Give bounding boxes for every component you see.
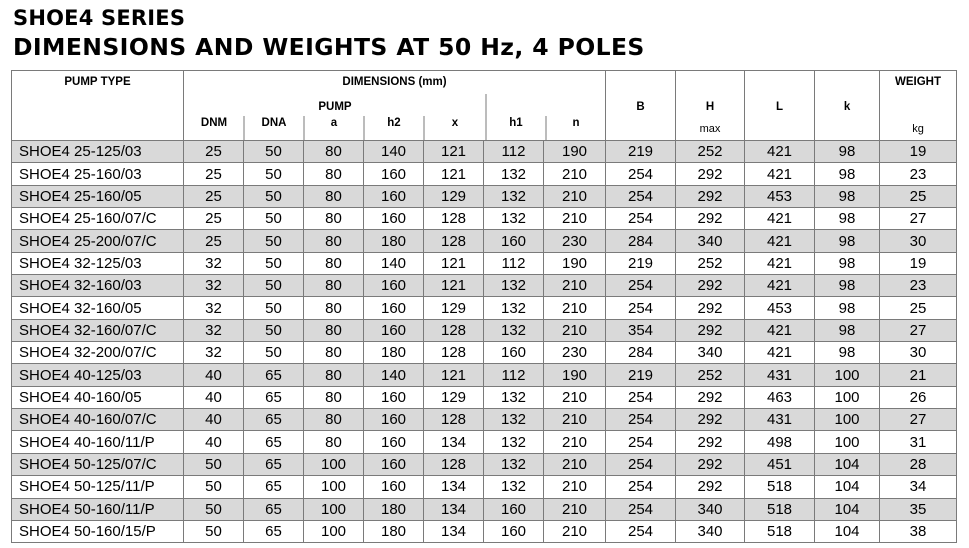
value-cell: 98 — [815, 342, 880, 364]
value-cell: 340 — [676, 520, 745, 542]
pump-type-cell: SHOE4 50-160/11/P — [12, 498, 184, 520]
value-cell: 421 — [745, 319, 815, 341]
table-row — [12, 498, 957, 520]
value-cell: 210 — [544, 453, 606, 475]
value-cell: 254 — [606, 520, 676, 542]
table-row — [12, 342, 957, 364]
value-cell: 132 — [484, 431, 544, 453]
value-cell: 292 — [676, 297, 745, 319]
value-cell: 26 — [880, 386, 957, 408]
value-cell: 80 — [304, 230, 364, 252]
value-cell: 254 — [606, 275, 676, 297]
value-cell: 498 — [745, 431, 815, 453]
value-cell: 160 — [364, 453, 424, 475]
dimensions-header: DIMENSIONS (mm) PUMP DNM DNA a h2 x h1 n — [184, 71, 606, 141]
value-cell: 50 — [184, 498, 244, 520]
value-cell: 32 — [184, 319, 244, 341]
value-cell: 254 — [606, 431, 676, 453]
pump-type-cell: SHOE4 40-125/03 — [12, 364, 184, 386]
value-cell: 65 — [244, 364, 304, 386]
value-cell: 23 — [880, 163, 957, 185]
value-cell: 50 — [244, 252, 304, 274]
value-cell: 140 — [364, 364, 424, 386]
value-cell: 100 — [815, 386, 880, 408]
value-cell: 421 — [745, 208, 815, 230]
value-cell: 80 — [304, 185, 364, 207]
value-cell: 50 — [244, 275, 304, 297]
value-cell: 140 — [364, 141, 424, 163]
weight-header: WEIGHT kg — [880, 71, 957, 141]
value-cell: 210 — [544, 319, 606, 341]
b-header: B — [606, 71, 676, 141]
value-cell: 451 — [745, 453, 815, 475]
value-cell: 254 — [606, 409, 676, 431]
value-cell: 32 — [184, 252, 244, 274]
value-cell: 65 — [244, 476, 304, 498]
pump-type-cell: SHOE4 50-160/15/P — [12, 520, 184, 542]
value-cell: 65 — [244, 453, 304, 475]
value-cell: 190 — [544, 141, 606, 163]
pump-type-cell: SHOE4 32-200/07/C — [12, 342, 184, 364]
table-row — [12, 409, 957, 431]
value-cell: 254 — [606, 476, 676, 498]
value-cell: 50 — [244, 141, 304, 163]
l-header: L — [745, 71, 815, 141]
table-row — [12, 275, 957, 297]
value-cell: 160 — [484, 230, 544, 252]
value-cell: 40 — [184, 409, 244, 431]
value-cell: 518 — [745, 476, 815, 498]
value-cell: 421 — [745, 275, 815, 297]
value-cell: 128 — [424, 319, 484, 341]
value-cell: 98 — [815, 319, 880, 341]
value-cell: 132 — [484, 275, 544, 297]
value-cell: 98 — [815, 208, 880, 230]
value-cell: 100 — [815, 364, 880, 386]
value-cell: 292 — [676, 453, 745, 475]
pump-type-cell: SHOE4 32-160/07/C — [12, 319, 184, 341]
value-cell: 210 — [544, 409, 606, 431]
value-cell: 219 — [606, 364, 676, 386]
pump-subheader: PUMP — [318, 101, 352, 113]
value-cell: 219 — [606, 252, 676, 274]
value-cell: 254 — [606, 208, 676, 230]
value-cell: 25 — [184, 185, 244, 207]
value-cell: 210 — [544, 476, 606, 498]
pump-type-cell: SHOE4 32-160/03 — [12, 275, 184, 297]
value-cell: 128 — [424, 453, 484, 475]
pump-type-cell: SHOE4 32-160/05 — [12, 297, 184, 319]
value-cell: 27 — [880, 208, 957, 230]
value-cell: 431 — [745, 409, 815, 431]
value-cell: 210 — [544, 275, 606, 297]
value-cell: 98 — [815, 230, 880, 252]
table-body — [12, 141, 957, 543]
dimensions-table — [11, 70, 957, 543]
value-cell: 132 — [484, 409, 544, 431]
value-cell: 160 — [364, 319, 424, 341]
value-cell: 50 — [244, 342, 304, 364]
value-cell: 80 — [304, 163, 364, 185]
value-cell: 35 — [880, 498, 957, 520]
pump-type-cell: SHOE4 25-125/03 — [12, 141, 184, 163]
value-cell: 40 — [184, 431, 244, 453]
value-cell: 284 — [606, 230, 676, 252]
value-cell: 128 — [424, 208, 484, 230]
value-cell: 134 — [424, 498, 484, 520]
value-cell: 292 — [676, 409, 745, 431]
table-row — [12, 208, 957, 230]
value-cell: 80 — [304, 342, 364, 364]
value-cell: 132 — [484, 453, 544, 475]
value-cell: 254 — [606, 185, 676, 207]
value-cell: 421 — [745, 342, 815, 364]
value-cell: 252 — [676, 141, 745, 163]
value-cell: 292 — [676, 476, 745, 498]
table-row — [12, 453, 957, 475]
value-cell: 132 — [484, 476, 544, 498]
value-cell: 50 — [184, 453, 244, 475]
value-cell: 210 — [544, 163, 606, 185]
pump-type-cell: SHOE4 25-160/03 — [12, 163, 184, 185]
value-cell: 40 — [184, 386, 244, 408]
value-cell: 50 — [244, 230, 304, 252]
value-cell: 65 — [244, 520, 304, 542]
value-cell: 25 — [184, 163, 244, 185]
value-cell: 431 — [745, 364, 815, 386]
value-cell: 27 — [880, 409, 957, 431]
value-cell: 340 — [676, 230, 745, 252]
pump-type-cell: SHOE4 50-125/07/C — [12, 453, 184, 475]
value-cell: 19 — [880, 141, 957, 163]
value-cell: 254 — [606, 163, 676, 185]
value-cell: 25 — [880, 297, 957, 319]
value-cell: 421 — [745, 230, 815, 252]
value-cell: 254 — [606, 297, 676, 319]
pump-type-header: PUMP TYPE — [12, 71, 184, 141]
value-cell: 32 — [184, 275, 244, 297]
value-cell: 129 — [424, 386, 484, 408]
value-cell: 128 — [424, 342, 484, 364]
value-cell: 292 — [676, 185, 745, 207]
pump-type-cell: SHOE4 40-160/11/P — [12, 431, 184, 453]
value-cell: 65 — [244, 431, 304, 453]
value-cell: 230 — [544, 342, 606, 364]
table-row — [12, 141, 957, 163]
table-row — [12, 364, 957, 386]
table-row — [12, 386, 957, 408]
value-cell: 21 — [880, 364, 957, 386]
value-cell: 121 — [424, 364, 484, 386]
value-cell: 28 — [880, 453, 957, 475]
value-cell: 121 — [424, 252, 484, 274]
value-cell: 31 — [880, 431, 957, 453]
value-cell: 30 — [880, 230, 957, 252]
value-cell: 50 — [244, 185, 304, 207]
pump-type-cell: SHOE4 50-125/11/P — [12, 476, 184, 498]
value-cell: 98 — [815, 163, 880, 185]
value-cell: 25 — [880, 185, 957, 207]
value-cell: 254 — [606, 498, 676, 520]
value-cell: 100 — [304, 520, 364, 542]
value-cell: 104 — [815, 453, 880, 475]
value-cell: 25 — [184, 141, 244, 163]
value-cell: 421 — [745, 141, 815, 163]
value-cell: 230 — [544, 230, 606, 252]
value-cell: 80 — [304, 364, 364, 386]
pump-type-cell: SHOE4 25-160/05 — [12, 185, 184, 207]
value-cell: 121 — [424, 275, 484, 297]
value-cell: 160 — [364, 185, 424, 207]
table-title: DIMENSIONS AND WEIGHTS AT 50 Hz, 4 POLES — [13, 33, 645, 61]
value-cell: 132 — [484, 386, 544, 408]
table-row — [12, 230, 957, 252]
value-cell: 134 — [424, 431, 484, 453]
table-row — [12, 520, 957, 542]
value-cell: 340 — [676, 498, 745, 520]
value-cell: 160 — [364, 208, 424, 230]
table-row — [12, 163, 957, 185]
value-cell: 292 — [676, 275, 745, 297]
value-cell: 210 — [544, 386, 606, 408]
pump-type-cell: SHOE4 25-160/07/C — [12, 208, 184, 230]
value-cell: 180 — [364, 520, 424, 542]
pump-type-cell: SHOE4 25-200/07/C — [12, 230, 184, 252]
value-cell: 160 — [364, 275, 424, 297]
pump-type-cell: SHOE4 40-160/05 — [12, 386, 184, 408]
value-cell: 34 — [880, 476, 957, 498]
value-cell: 25 — [184, 208, 244, 230]
value-cell: 80 — [304, 409, 364, 431]
value-cell: 132 — [484, 163, 544, 185]
value-cell: 210 — [544, 297, 606, 319]
value-cell: 354 — [606, 319, 676, 341]
value-cell: 140 — [364, 252, 424, 274]
value-cell: 292 — [676, 386, 745, 408]
value-cell: 284 — [606, 342, 676, 364]
value-cell: 254 — [606, 453, 676, 475]
value-cell: 65 — [244, 498, 304, 520]
value-cell: 160 — [364, 386, 424, 408]
value-cell: 453 — [745, 297, 815, 319]
value-cell: 112 — [484, 141, 544, 163]
value-cell: 38 — [880, 520, 957, 542]
value-cell: 80 — [304, 252, 364, 274]
value-cell: 65 — [244, 386, 304, 408]
value-cell: 180 — [364, 498, 424, 520]
value-cell: 25 — [184, 230, 244, 252]
value-cell: 23 — [880, 275, 957, 297]
k-header: k — [815, 71, 880, 141]
value-cell: 80 — [304, 319, 364, 341]
value-cell: 160 — [484, 520, 544, 542]
value-cell: 80 — [304, 208, 364, 230]
value-cell: 292 — [676, 431, 745, 453]
series-title: SHOE4 SERIES — [13, 6, 186, 30]
value-cell: 252 — [676, 364, 745, 386]
value-cell: 421 — [745, 163, 815, 185]
value-cell: 50 — [184, 520, 244, 542]
value-cell: 160 — [484, 498, 544, 520]
value-cell: 32 — [184, 342, 244, 364]
value-cell: 104 — [815, 520, 880, 542]
value-cell: 252 — [676, 252, 745, 274]
value-cell: 292 — [676, 163, 745, 185]
value-cell: 112 — [484, 252, 544, 274]
table-row — [12, 297, 957, 319]
table-row — [12, 431, 957, 453]
value-cell: 50 — [244, 163, 304, 185]
value-cell: 80 — [304, 386, 364, 408]
table-row — [12, 252, 957, 274]
value-cell: 292 — [676, 319, 745, 341]
value-cell: 180 — [364, 230, 424, 252]
value-cell: 340 — [676, 342, 745, 364]
value-cell: 210 — [544, 208, 606, 230]
value-cell: 132 — [484, 297, 544, 319]
pump-type-cell: SHOE4 32-125/03 — [12, 252, 184, 274]
value-cell: 190 — [544, 364, 606, 386]
value-cell: 98 — [815, 252, 880, 274]
value-cell: 180 — [364, 342, 424, 364]
value-cell: 132 — [484, 208, 544, 230]
value-cell: 128 — [424, 230, 484, 252]
value-cell: 98 — [815, 185, 880, 207]
value-cell: 190 — [544, 252, 606, 274]
value-cell: 160 — [364, 476, 424, 498]
table-row — [12, 185, 957, 207]
value-cell: 80 — [304, 275, 364, 297]
value-cell: 210 — [544, 185, 606, 207]
value-cell: 219 — [606, 141, 676, 163]
value-cell: 160 — [364, 297, 424, 319]
value-cell: 50 — [244, 297, 304, 319]
value-cell: 134 — [424, 476, 484, 498]
value-cell: 129 — [424, 297, 484, 319]
value-cell: 50 — [184, 476, 244, 498]
value-cell: 100 — [304, 453, 364, 475]
value-cell: 292 — [676, 208, 745, 230]
value-cell: 80 — [304, 431, 364, 453]
h-header: H max — [676, 71, 745, 141]
value-cell: 254 — [606, 386, 676, 408]
value-cell: 160 — [364, 163, 424, 185]
value-cell: 210 — [544, 431, 606, 453]
pump-type-cell: SHOE4 40-160/07/C — [12, 409, 184, 431]
value-cell: 453 — [745, 185, 815, 207]
value-cell: 134 — [424, 520, 484, 542]
value-cell: 210 — [544, 520, 606, 542]
value-cell: 104 — [815, 476, 880, 498]
value-cell: 128 — [424, 409, 484, 431]
value-cell: 27 — [880, 319, 957, 341]
value-cell: 19 — [880, 252, 957, 274]
value-cell: 112 — [484, 364, 544, 386]
value-cell: 40 — [184, 364, 244, 386]
value-cell: 160 — [364, 431, 424, 453]
value-cell: 210 — [544, 498, 606, 520]
value-cell: 100 — [304, 498, 364, 520]
table-row — [12, 319, 957, 341]
value-cell: 129 — [424, 185, 484, 207]
value-cell: 518 — [745, 520, 815, 542]
value-cell: 98 — [815, 141, 880, 163]
value-cell: 100 — [304, 476, 364, 498]
value-cell: 518 — [745, 498, 815, 520]
value-cell: 100 — [815, 431, 880, 453]
value-cell: 100 — [815, 409, 880, 431]
value-cell: 132 — [484, 185, 544, 207]
value-cell: 104 — [815, 498, 880, 520]
value-cell: 65 — [244, 409, 304, 431]
value-cell: 32 — [184, 297, 244, 319]
value-cell: 463 — [745, 386, 815, 408]
value-cell: 121 — [424, 141, 484, 163]
value-cell: 50 — [244, 319, 304, 341]
value-cell: 160 — [364, 409, 424, 431]
value-cell: 121 — [424, 163, 484, 185]
value-cell: 132 — [484, 319, 544, 341]
value-cell: 98 — [815, 275, 880, 297]
value-cell: 80 — [304, 141, 364, 163]
value-cell: 80 — [304, 297, 364, 319]
value-cell: 421 — [745, 252, 815, 274]
value-cell: 50 — [244, 208, 304, 230]
value-cell: 98 — [815, 297, 880, 319]
value-cell: 30 — [880, 342, 957, 364]
value-cell: 160 — [484, 342, 544, 364]
table-row — [12, 476, 957, 498]
